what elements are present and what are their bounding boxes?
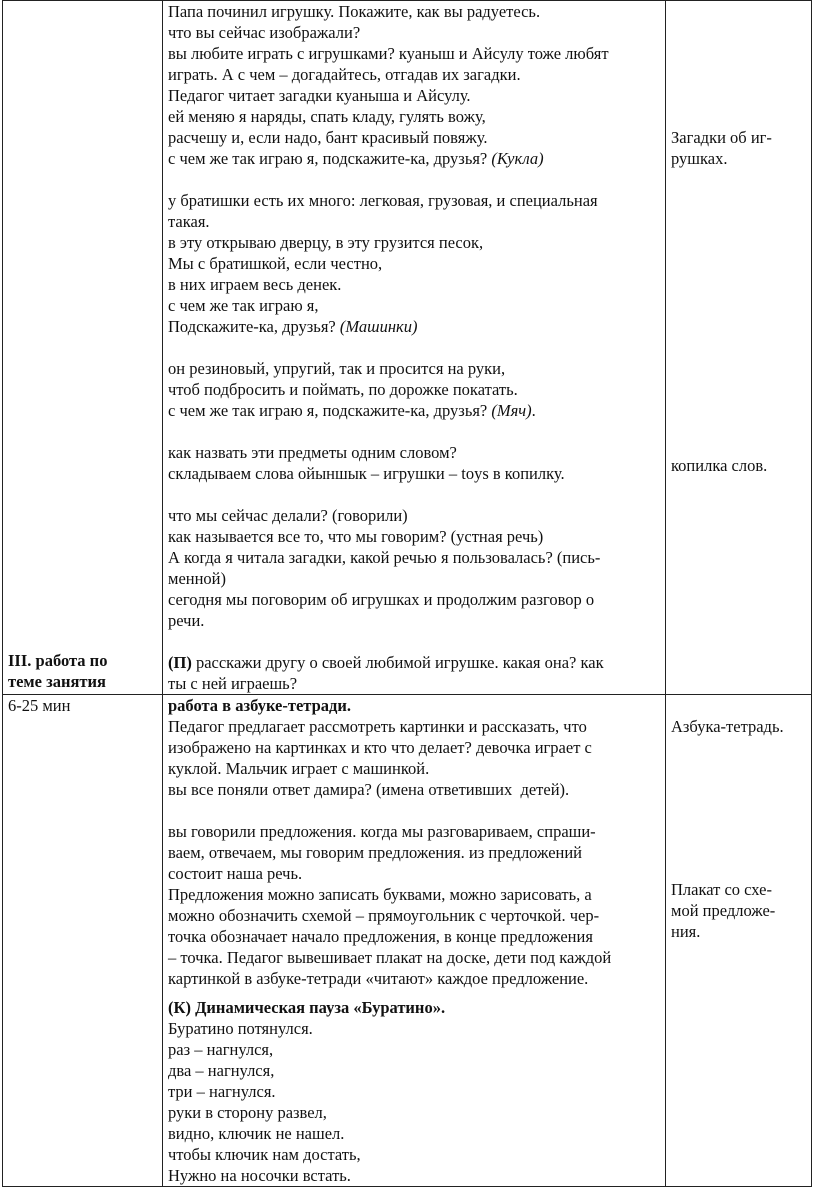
riddle-question: Подскажите-ка, друзья? (Машинки): [168, 317, 418, 336]
text-line: Педагог читает загадки куаныша и Айсулу.: [168, 86, 471, 105]
text-line: что мы сейчас делали? (говорили): [168, 506, 408, 525]
stage-title: III. работа по теме занятия: [8, 651, 108, 691]
text-line: ей меняю я наряды, спать кладу, гулять вожу,: [168, 107, 486, 126]
time-label: 6-25 мин: [8, 696, 71, 715]
text-line: куклой. Мальчик играет с машинкой.: [168, 759, 430, 778]
text-line: с чем же так играю я,: [168, 296, 319, 315]
poem-line: Нужно на носочки встать.: [168, 1166, 351, 1185]
text-line: Предложения можно записать буквами, можно зарисовать, а: [168, 885, 592, 904]
text-line: состоит наша речь.: [168, 864, 303, 883]
section-heading: работа в азбуке-тетради.: [168, 696, 352, 715]
text-line: А когда я читала загадки, какой речью я пользовалась? (пись-: [168, 548, 601, 567]
resources-cell: [666, 1, 812, 695]
text-line: сегодня мы поговорим об игрушках и продолжим разговор о: [168, 590, 595, 609]
text-line: вы говорили предложения. когда мы разговариваем, спраши-: [168, 822, 596, 841]
text-line: расчешу и, если надо, бант красивый повяжу.: [168, 128, 488, 147]
text-line: он резиновый, упругий, так и просится на руки,: [168, 359, 506, 378]
riddle-question: с чем же так играю я, подскажите-ка, друзья? (Мяч).: [168, 401, 536, 420]
pair-label: (П): [168, 653, 192, 672]
resource-workbook: Азбука-тетрадь.: [671, 717, 784, 736]
text-line: ваем, отвечаем, мы говорим предложения. из предложений: [168, 843, 583, 862]
resource-piggybank: копилка слов.: [671, 456, 768, 475]
text-line: как назвать эти предметы одним словом?: [168, 443, 457, 462]
text-line: такая.: [168, 212, 210, 231]
time-cell: [3, 695, 163, 1187]
text-line: чтоб подбросить и поймать, по дорожке покатать.: [168, 380, 518, 399]
poem-line: видно, ключик не нашел.: [168, 1124, 345, 1143]
table-row: [3, 1, 812, 695]
text-line: Мы с братишкой, если честно,: [168, 254, 383, 273]
text-line: как называется все то, что мы говорим? (устная речь): [168, 527, 544, 546]
activity-cell: [163, 695, 666, 1187]
text-line: – точка. Педагог вывешивает плакат на доске, дети под каждой: [168, 948, 612, 967]
poem-line: чтобы ключик нам достать,: [168, 1145, 361, 1164]
text-line: в эту открываю дверцу, в эту грузится песок,: [168, 233, 484, 252]
resource-poster: ния.: [671, 922, 701, 941]
table-row: [3, 695, 812, 1187]
text-line: можно обозначить схемой – прямоугольник с черточкой. чер-: [168, 906, 600, 925]
text-line: речи.: [168, 611, 205, 630]
riddle-answer: (Мяч): [491, 401, 532, 420]
lesson-plan-table: [2, 0, 812, 1187]
text-line: у братишки есть их много: легковая, грузовая, и специальная: [168, 191, 598, 210]
text-line: в них играем весь денек.: [168, 275, 342, 294]
pause-heading: (К) Динамическая пауза «Буратино».: [168, 998, 446, 1017]
text-line: Педагог предлагает рассмотреть картинки и рассказать, что: [168, 717, 587, 736]
resource-riddles: рушках.: [671, 149, 728, 168]
riddle-answer: (Кукла): [491, 149, 544, 168]
pair-task: (П) расскажи другу о своей любимой игрушке. какая она? как: [168, 653, 604, 672]
resource-poster: мой предложе-: [671, 901, 776, 920]
text-line: ты с ней играешь?: [168, 674, 298, 693]
poem-line: три – нагнулся.: [168, 1082, 276, 1101]
text-line: менной): [168, 569, 226, 588]
text-line: Папа починил игрушку. Покажите, как вы радуетесь.: [168, 2, 541, 21]
riddle-question: с чем же так играю я, подскажите-ка, друзья? (Кукла): [168, 149, 544, 168]
resource-poster: Плакат со схе-: [671, 880, 772, 899]
text-line: картинкой в азбуке-тетради «читают» каждое предложение.: [168, 969, 589, 988]
text-line: что вы сейчас изображали?: [168, 23, 361, 42]
text-line: изображено на картинках и кто что делает? девочка играет с: [168, 738, 592, 757]
activity-cell: [163, 1, 666, 695]
text-line: складываем слова ойыншык – игрушки – toys в копилку.: [168, 464, 565, 483]
poem-line: два – нагнулся,: [168, 1061, 275, 1080]
stage-cell: [3, 1, 163, 695]
text-line: вы все поняли ответ дамира? (имена ответивших детей).: [168, 780, 570, 799]
riddle-answer: (Машинки): [339, 317, 418, 336]
resources-cell: [666, 695, 812, 1187]
text-line: вы любите играть с игрушками? куаныш и Айсулу тоже любят: [168, 44, 609, 63]
poem-line: Буратино потянулся.: [168, 1019, 313, 1038]
text-line: играть. А с чем – догадайтесь, отгадав их загадки.: [168, 65, 521, 84]
text-line: точка обозначает начало предложения, в конце предложения: [168, 927, 593, 946]
resource-riddles: Загадки об иг-: [671, 128, 772, 147]
poem-line: раз – нагнулся,: [168, 1040, 274, 1059]
poem-line: руки в сторону развел,: [168, 1103, 327, 1122]
